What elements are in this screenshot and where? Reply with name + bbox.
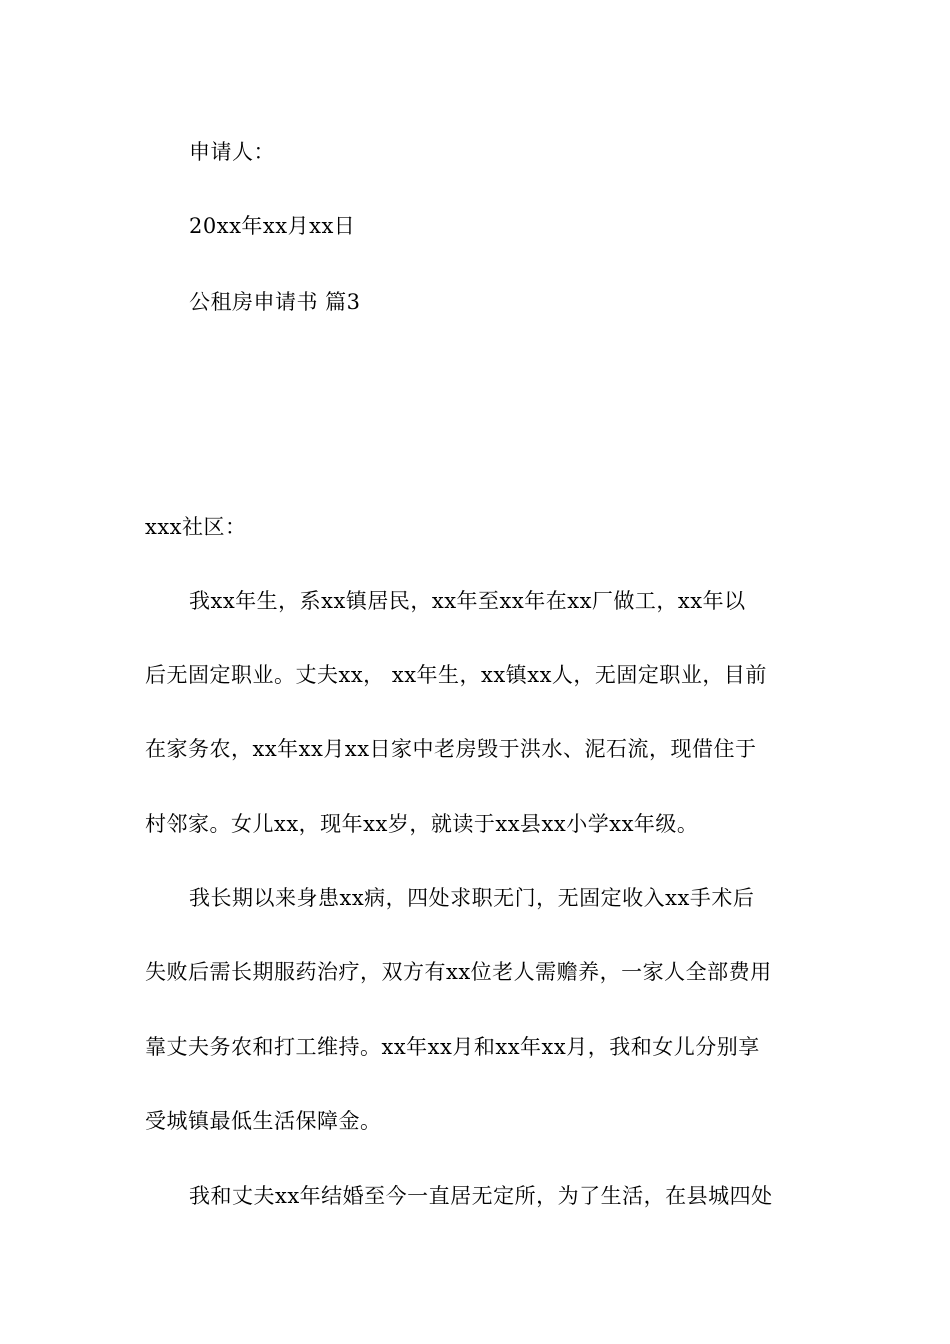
paragraph-line: 我长期以来身患xx病，四处求职无门，无固定收入xx手术后	[189, 886, 755, 910]
paragraph-line: 受城镇最低生活保障金。	[145, 1109, 382, 1133]
paragraph-line: 我和丈夫xx年结婚至今一直居无定所，为了生活，在县城四处	[189, 1184, 773, 1208]
signature-label: 申请人：	[189, 140, 275, 164]
paragraph-line: 村邻家。女儿xx，现年xx岁，就读于xx县xx小学xx年级。	[145, 812, 699, 836]
date-line: 20xx年xx月xx日	[189, 214, 356, 238]
section-title: 公租房申请书 篇3	[189, 290, 361, 314]
paragraph-line: 我xx年生，系xx镇居民，xx年至xx年在xx厂做工，xx年以	[189, 589, 746, 613]
paragraph-line: 靠丈夫务农和打工维持。xx年xx月和xx年xx月，我和女儿分别享	[145, 1035, 760, 1059]
paragraph-line: 失败后需长期服药治疗，双方有xx位老人需赡养，一家人全部费用	[145, 960, 772, 984]
paragraph-line: 在家务农，xx年xx月xx日家中老房毁于洪水、泥石流，现借住于	[145, 737, 757, 761]
addressee: xxx社区：	[145, 515, 247, 539]
paragraph-line: 后无固定职业。丈夫xx， xx年生，xx镇xx人，无固定职业，目前	[145, 663, 767, 687]
